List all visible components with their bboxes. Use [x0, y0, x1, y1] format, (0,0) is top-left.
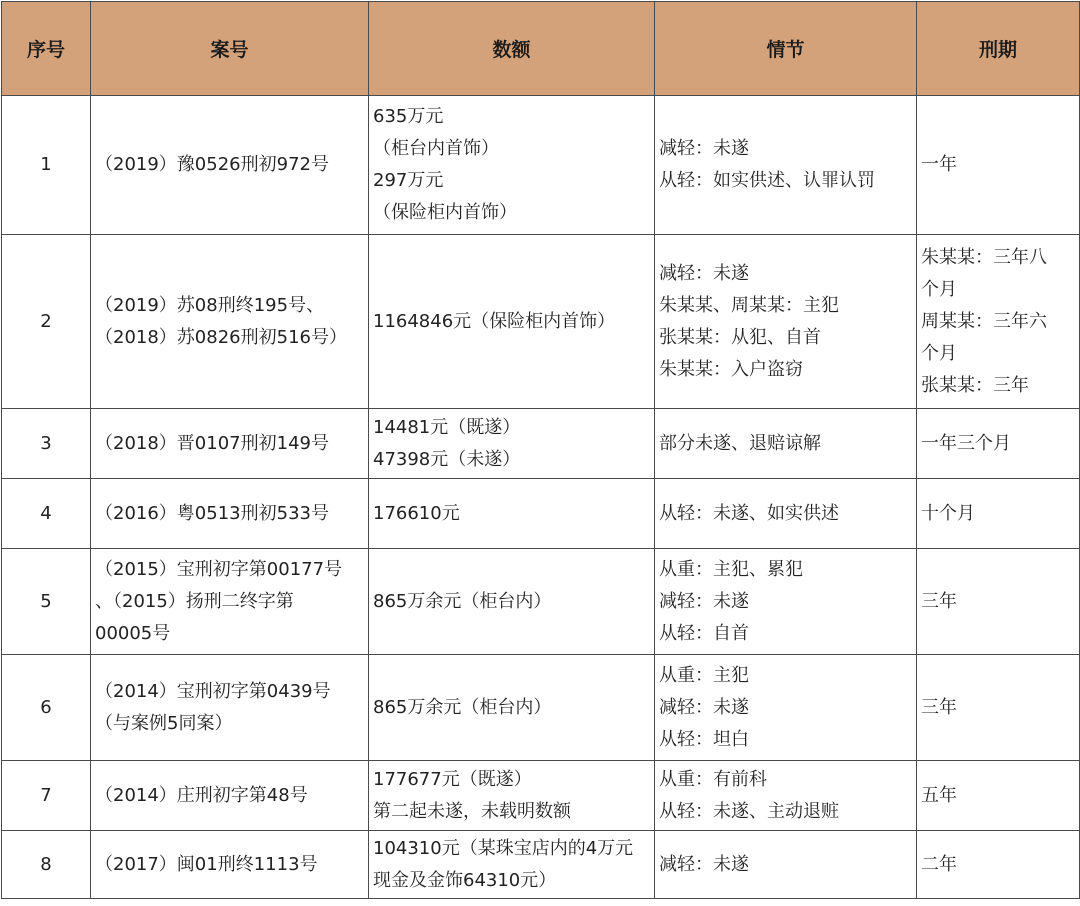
amount-line: 1164846元（保险柜内首饰） [373, 310, 616, 332]
sentence-line: 个月 [921, 278, 957, 300]
case-number-line: （2018）苏0826刑初516号） [95, 326, 347, 348]
circumstance-line: 从重：主犯 [659, 664, 749, 686]
amount-cell [369, 761, 655, 831]
sentence-cell [917, 96, 1080, 235]
index-cell: 7 [2, 761, 91, 831]
amount-cell [369, 409, 655, 479]
circumstance-line: 从重：主犯、累犯 [659, 558, 803, 580]
case-number-cell [91, 409, 369, 479]
table-row [2, 96, 1080, 235]
sentence-line: 十个月 [921, 502, 975, 524]
table-row [2, 409, 1080, 479]
sentence-line: 一年 [921, 154, 957, 175]
index-cell: 8 [2, 831, 91, 899]
index-cell: 1 [2, 96, 91, 235]
circumstance-line: 减轻：未遂 [659, 853, 749, 875]
circumstance-line: 减轻：未遂 [659, 138, 749, 159]
index-cell: 4 [2, 479, 91, 549]
amount-line: （保险柜内首饰） [373, 202, 517, 223]
circumstance-line: 从轻：自首 [659, 622, 749, 644]
circumstance-line: 部分未遂、退赔谅解 [659, 432, 821, 454]
case-number-line: （2016）粤0513刑初533号 [95, 502, 329, 524]
circumstance-cell [655, 479, 917, 549]
case-number-line: （2014）宝刑初字第0439号 [95, 680, 331, 702]
circumstance-line: 减轻：未遂 [659, 590, 749, 612]
amount-line: 现金及金饰64310元） [373, 869, 557, 891]
circumstance-cell [655, 96, 917, 235]
amount-cell [369, 479, 655, 549]
table-row [2, 479, 1080, 549]
case-number-cell [91, 549, 369, 655]
sentence-cell [917, 761, 1080, 831]
amount-cell [369, 549, 655, 655]
case-number-line: （2015）宝刑初字第00177号 [95, 558, 343, 580]
index-cell: 3 [2, 409, 91, 479]
sentence-line: 三年 [921, 696, 957, 718]
amount-line: 177677元（既遂） [373, 768, 532, 790]
table-row [2, 549, 1080, 655]
case-number-cell [91, 761, 369, 831]
circumstance-cell [655, 235, 917, 409]
sentence-cell [917, 655, 1080, 761]
circumstance-line: 减轻：未遂 [659, 696, 749, 718]
index-cell: 5 [2, 549, 91, 655]
sentence-line: 周某某：三年六 [921, 310, 1047, 332]
case-number-line: 00005号 [95, 622, 171, 644]
sentence-line: 三年 [921, 590, 957, 612]
circumstance-line: 朱某某、周某某：主犯 [659, 294, 839, 316]
sentence-line: 五年 [921, 784, 957, 806]
circumstance-line: 从轻：坦白 [659, 728, 749, 750]
case-number-cell [91, 479, 369, 549]
case-number-line: （2019）豫0526刑初972号 [95, 154, 329, 175]
case-number-cell [91, 831, 369, 899]
circumstance-line: 从轻：未遂、主动退赃 [659, 800, 839, 822]
circumstance-cell [655, 761, 917, 831]
amount-cell [369, 655, 655, 761]
sentence-cell [917, 549, 1080, 655]
header-case-number: 案号 [91, 2, 369, 96]
header-row [2, 2, 1080, 96]
amount-line: 865万余元（柜台内） [373, 590, 552, 612]
circumstance-cell [655, 409, 917, 479]
sentence-cell [917, 235, 1080, 409]
case-number-line: （2018）晋0107刑初149号 [95, 432, 329, 454]
amount-line: 297万元 [373, 170, 444, 191]
amount-line: 14481元（既遂） [373, 416, 521, 438]
amount-line: 第二起未遂，未载明数额 [373, 800, 571, 822]
circumstance-cell [655, 831, 917, 899]
circumstance-cell [655, 549, 917, 655]
case-number-cell [91, 235, 369, 409]
circumstance-line: 从重：有前科 [659, 768, 767, 790]
table-row [2, 235, 1080, 409]
circumstance-line: 从轻：如实供述、认罪认罚 [659, 170, 875, 191]
case-number-line: （与案例5同案） [95, 712, 233, 734]
amount-line: 865万余元（柜台内） [373, 696, 552, 718]
sentence-line: 朱某某：三年八 [921, 246, 1047, 268]
case-number-line: 、（2015）扬刑二终字第 [95, 590, 294, 612]
case-number-cell [91, 96, 369, 235]
sentence-line: 一年三个月 [921, 432, 1011, 454]
case-number-line: （2014）庄刑初字第48号 [95, 784, 308, 806]
table-row [2, 655, 1080, 761]
header-amount: 数额 [369, 2, 655, 96]
table-row [2, 761, 1080, 831]
index-cell: 6 [2, 655, 91, 761]
amount-cell [369, 235, 655, 409]
sentence-line: 个月 [921, 342, 957, 364]
sentence-line: 张某某：三年 [921, 374, 1029, 396]
amount-line: 47398元（未遂） [373, 448, 521, 470]
circumstance-line: 减轻：未遂 [659, 262, 749, 284]
circumstance-line: 从轻：未遂、如实供述 [659, 502, 839, 524]
amount-line: 104310元（某珠宝店内的4万元 [373, 837, 634, 859]
sentence-line: 二年 [921, 853, 957, 875]
circumstance-line: 张某某：从犯、自首 [659, 326, 821, 348]
header-sentence: 刑期 [917, 2, 1080, 96]
header-index: 序号 [2, 2, 91, 96]
case-number-cell [91, 655, 369, 761]
index-cell: 2 [2, 235, 91, 409]
case-number-line: （2019）苏08刑终195号、 [95, 294, 325, 316]
amount-line: （柜台内首饰） [373, 138, 499, 159]
table-row [2, 831, 1080, 899]
header-circumstance: 情节 [655, 2, 917, 96]
sentence-cell [917, 409, 1080, 479]
sentence-cell [917, 831, 1080, 899]
case-table [1, 1, 1080, 899]
amount-line: 176610元 [373, 502, 460, 524]
circumstance-line: 朱某某：入户盗窃 [659, 358, 803, 380]
amount-cell [369, 96, 655, 235]
case-number-line: （2017）闽01刑终1113号 [95, 853, 318, 875]
amount-line: 635万元 [373, 106, 444, 127]
circumstance-cell [655, 655, 917, 761]
amount-cell [369, 831, 655, 899]
sentence-cell [917, 479, 1080, 549]
